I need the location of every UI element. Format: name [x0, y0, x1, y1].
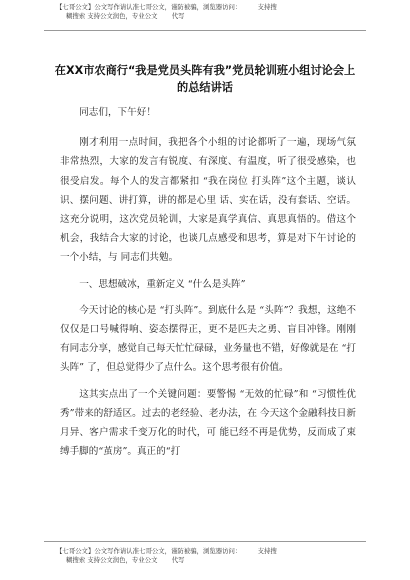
- header-divider: [44, 30, 366, 31]
- footer-banner-line2: 糊搜索 支持公文润色，专业公文 代写: [66, 556, 185, 564]
- header-banner-line2: 糊搜索 支持公文润色，专业公文 代写: [66, 12, 185, 20]
- document-title: 在XX市农商行“我是党员头阵有我”党员轮训班小组讨论会上的总结讲话: [54, 64, 356, 94]
- header-banner-line1: 【七哥公文】公文写作请认准七哥公文，谨防被骗，浏览器访问： 支持搜: [56, 3, 277, 11]
- body-paragraph: 今天讨论的核心是 “打头阵”。到底什么是 “头阵”？我想，这绝不仅仅是口号喊得响、姿态摆得正，更不是匹夫之勇、盲目冲锋。刚刚有同志分享，感觉自己每天忙忙碌碌，业务量也不错，好像就是在 “打头阵” 了，但总觉得少了点什么。这个思考很有价值。: [60, 304, 356, 374]
- document-body: [60, 103, 356, 461]
- body-paragraph: 刚才利用一点时间，我把各个小组的讨论都听了一遍，现场气氛非常热烈，大家的发言有锐度、有深度、有温度，听了很受感染，也很受启发。每个人的发言都紧扣 “我在岗位 打头阵”这个主题，谈认识、摆问题、讲打算，讲的都是心里 话、实在话，没有套话、空话。这充分说明，这次党员轮训，大家是真学真信、真思真悟的。借这个机会，我结合大家的讨论，也谈几点感受和思考，算是对下午讨论的一个小结，与 同志们共勉。: [60, 137, 356, 264]
- footer-banner: [56, 547, 356, 565]
- footer-divider: [44, 541, 366, 542]
- body-paragraph: 这其实点出了一个关键问题：要警惕 “无效的忙碌”和 “习惯性优秀”带来的舒适区。过去的老经验、老办法，在 今天这个金融科技日新月异、客户需求千变万化的时代，可 能已经不再是优势，反而成了束缚手脚的“茧房”。真正的“打: [60, 388, 356, 458]
- greeting-paragraph: 同志们，下午好！: [79, 107, 156, 118]
- header-banner: [56, 3, 356, 21]
- section-heading: 一、思想破冰，重新定义 “什么是头阵”: [79, 278, 246, 290]
- footer-banner-line1: 【七哥公文】公文写作请认准七哥公文，谨防被骗，浏览器访问： 支持搜: [56, 547, 277, 555]
